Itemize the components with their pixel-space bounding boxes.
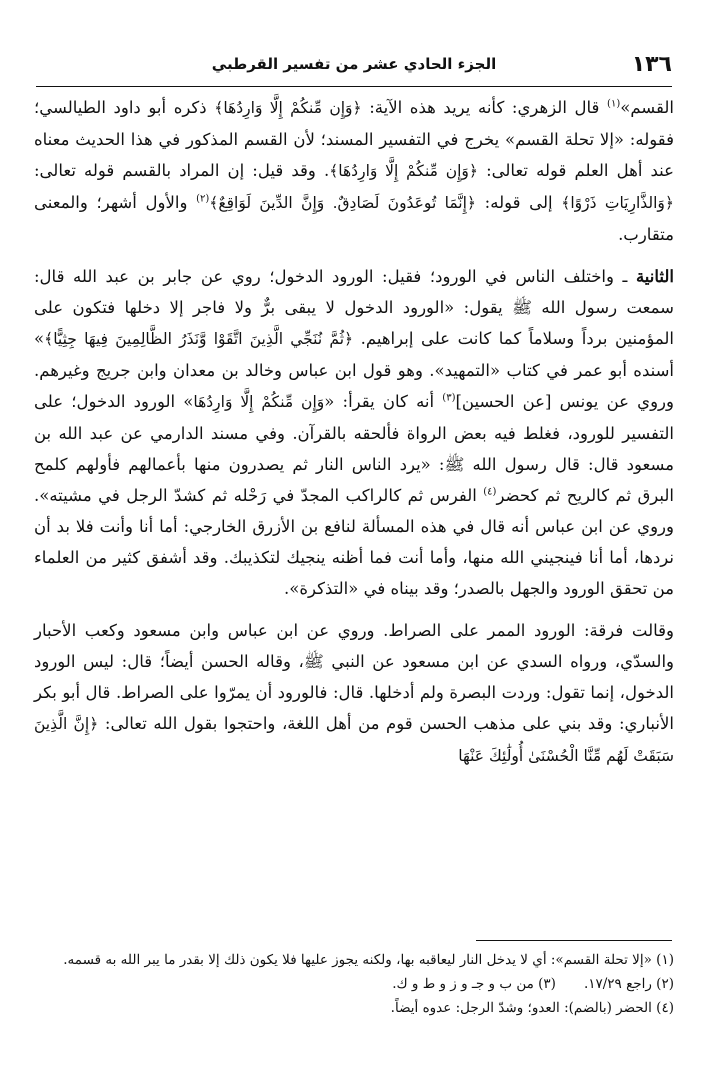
text-run: » الورود الدخول؛ على التفسير للورود، فغلط فيه بعض الرواة فألحقه بالقرآن. وفي مسند الدارمي عن عبد الله بن مسعود قال: قال رسول الله ﷺ: «يرد الناس النار ثم يصدرون منها بأعمالهم فأولهم كلمح البرق ثم كالريح ثم كحضر — [34, 392, 674, 505]
quran-quote: ﴿ثُمَّ نُنَجِّي الَّذِينَ اتَّقَوْا وَّنَذَرُ الظَّالِمِينَ فِيهَا جِثِيًّا﴾ — [44, 330, 354, 348]
footnotes — [34, 948, 674, 1020]
footnote-3: (٣) من ب و جـ و ز و ط و ك. — [392, 976, 556, 992]
quran-quote: وَإِن مِّنكُمْ إِلَّا وَارِدُهَا — [193, 393, 325, 411]
text-run: وقالت فرقة: الورود الممر على الصراط. وروي عن ابن عباس وابن مسعود وكعب الأحبار والسدّي، ورواه السدي عن ابن مسعود عن النبي ﷺ، وقاله الحسن أيضاً؛ قال: ليس الورود الدخول، إنما تقول: وردت البصرة ولم أدخلها. قال: فالورود أن يمرّوا على الصراط. قال أبو بكر الأنباري: وقد بني على مذهب الحسن قوم من أهل اللغة، واحتجوا بقول الله تعالى: — [34, 621, 674, 733]
footnote-marker-4: (٤) — [483, 486, 497, 498]
quran-quote: ﴿وَإِن مِّنكُمْ إِلَّا وَارِدُهَا﴾ — [329, 162, 478, 180]
footnote-2: (٢) راجع ١٧/٢٩. — [583, 976, 674, 992]
page-number: ١٣٦ — [631, 52, 672, 77]
text-run: إلى قوله: — [476, 193, 562, 212]
page-header — [36, 50, 672, 86]
paragraph-3 — [34, 615, 674, 772]
text-run: ـ واختلف الناس في الورود؛ فقيل: الورود الدخول؛ روي عن جابر بن عبد الله قال: سمعت رسول الله ﷺ يقول: «الورود الدخول لا يبقى برٌّ ولا فاجر إلا دخلها فتكون على المؤمنين برداً وسلاماً كما كانت على إبراهيم. — [34, 267, 674, 348]
text-run: ذكره أبو داود الطيالسي؛ فقوله: «إلا تحلة القسم» يخرج في التفسير المسند؛ لأن القسم المذكور في هذا الحديث معناه عند أهل العلم قوله تعالى: — [34, 98, 674, 180]
text-run: والأول أشهر؛ والمعنى متقارب. — [34, 193, 674, 244]
paragraph-2 — [34, 261, 674, 604]
text-run: أنه كان يقرأ: « — [324, 392, 443, 411]
quran-quote: ﴿إِنَّ الَّذِينَ سَبَقَتْ لَهُم مِّنَّا الْحُسْنَىٰ أُولَٰئِكَ عَنْهَا — [34, 715, 674, 765]
text-run: قال الزهري: كأنه يريد هذه الآية: — [361, 98, 608, 117]
quran-quote: ﴿وَالذَّارِيَاتِ ذَرْوًا﴾ — [561, 194, 675, 212]
text-run: الفرس ثم كالراكب المجدّ في رَحْله ثم كشدّ الرجل في مشيته». وروي عن ابن عباس أنه قال في هذه المسألة لنافع بن الأزرق الخارجي: أما أنا وأنت فلا بد أن نردها، أما أنا فينجيني الله منها، وأما أنت فما أظنه ينجيك لتكذيبك. وقد أشفق كثير من العلماء من تحقق الورود والجهل بالصدر؛ وقد بيناه في «التذكرة». — [34, 486, 674, 598]
text-run: » أسنده أبو عمر في كتاب «التمهيد». وهو قول ابن عباس وخالد بن معدان وابن جريج وغيرهم. وروي عن يونس [عن الحسين] — [34, 329, 674, 411]
text-run: . وقد قيل: إن المراد بالقسم قوله تعالى: — [34, 161, 330, 180]
quran-quote: ﴿وَإِن مِّنكُمْ إِلَّا وَارِدُهَا﴾ — [214, 99, 362, 117]
text-run: القسم» — [620, 98, 674, 117]
running-title: الجزء الحادي عشر من تفسير القرطبي — [211, 55, 497, 73]
paragraph-1 — [34, 92, 674, 250]
footnote-marker-1: (١) — [607, 98, 621, 110]
footnote-marker-2: (٢) — [196, 193, 210, 205]
footnote-rule — [476, 940, 672, 941]
footnote-4: (٤) الحضر (بالضم): العدو؛ وشدّ الرجل: عدوه أيضاً. — [390, 1000, 674, 1016]
footnote-1: (١) «إلا تحلة القسم»: أي لا يدخل النار ليعاقبه بها، ولكنه يجوز عليها فلا يكون ذلك إلا بقدر ما يبر الله به قسمه. — [63, 952, 674, 968]
header-rule — [36, 86, 672, 87]
main-text — [34, 92, 674, 772]
section-lead-word: الثانية — [635, 267, 674, 286]
footnote-row — [34, 972, 674, 996]
footnote-marker-3: (٣) — [442, 392, 456, 404]
quran-quote: ﴿إِنَّمَا تُوعَدُونَ لَصَادِقٌ. وَإِنَّ الدِّينَ لَوَاقِعٌ﴾ — [209, 194, 476, 212]
